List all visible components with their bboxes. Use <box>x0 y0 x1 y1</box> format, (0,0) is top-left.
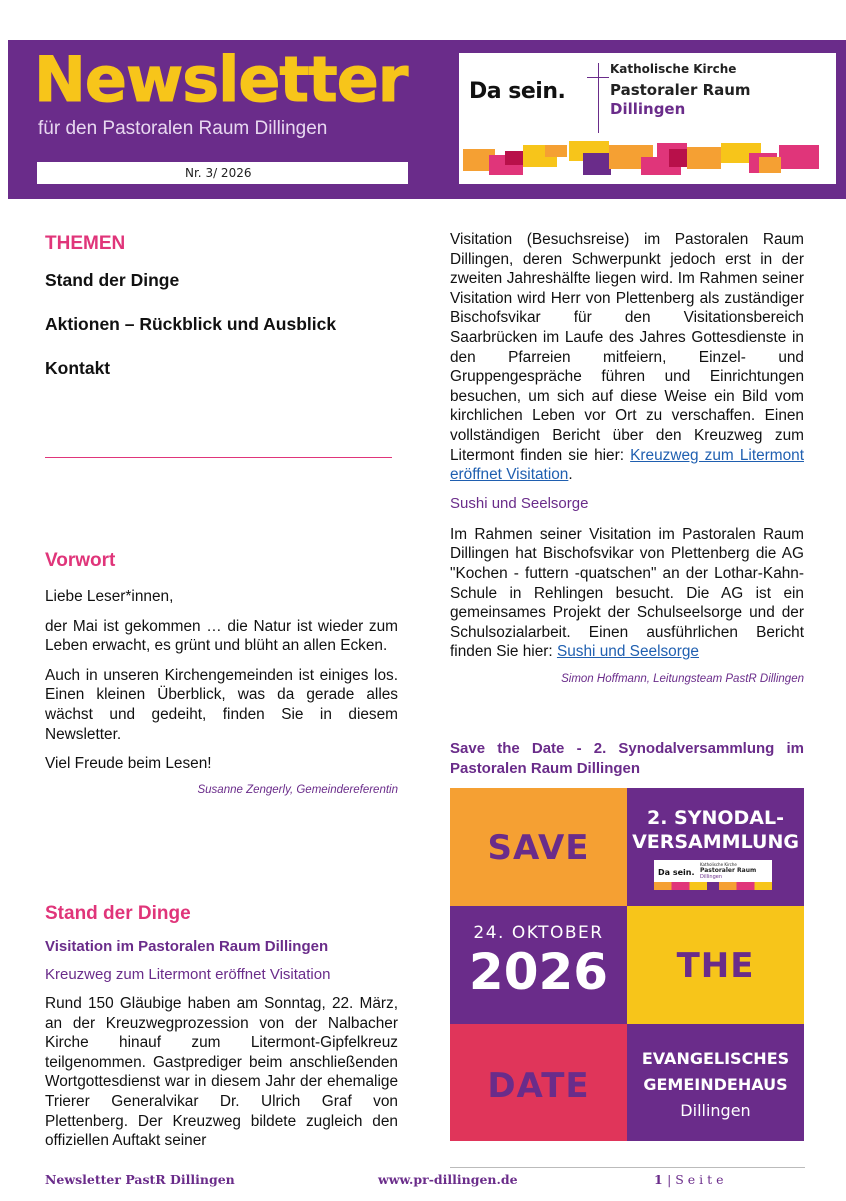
footer-page <box>654 1172 724 1187</box>
themes-heading: THEMEN <box>45 233 126 254</box>
parish-logo <box>459 53 836 184</box>
newsletter-header <box>8 40 846 199</box>
venue-block <box>627 1046 804 1124</box>
mini-logo <box>654 860 772 890</box>
newsletter-subtitle: für den Pastoralen Raum Dillingen <box>38 118 328 139</box>
logo-line1: Katholische Kirche <box>610 62 737 76</box>
vorwort-section <box>45 550 398 796</box>
event-line2: VERSAMMLUNG <box>632 831 799 853</box>
link-kreuzweg-report[interactable]: Kreuzweg zum Litermont eröffnet Visitation <box>450 446 804 484</box>
venue-line1: EVANGELISCHES <box>641 1049 790 1068</box>
footer-rule <box>450 1167 805 1168</box>
mini-logo-slogan: Da sein. <box>658 868 695 877</box>
footer-left: Newsletter PastR Dillingen <box>45 1172 235 1187</box>
stand-subheading: Visitation im Pastoralen Raum Dillingen <box>45 938 329 955</box>
vorwort-paragraph-1: der Mai ist gekommen … die Natur ist wieder zum Leben erwacht, es grünt und blüht an allen Ecken. <box>45 617 398 655</box>
event-title <box>627 806 804 854</box>
toc-item-stand[interactable]: Stand der Dinge <box>45 270 180 290</box>
venue-line2: GEMEINDEHAUS <box>643 1075 788 1094</box>
logo-line3: Dillingen <box>610 100 686 118</box>
article-kreuzweg-text: Visitation (Besuchsreise) im Pastoralen Raum Dillingen, deren Schwerpunkt jedoch erst in der zweiten Jahreshälfte liegen wird. Im Rahmen seiner Visitation wird Herr von Plettenberg als zuständiger Bischofsvikar für den Visitationsbereich Saarbrücken im Laufe des Jahres Gottesdienste in den Pfarreien mitfeiern, Einzel- und Gruppengespräche führen und Einrichtungen besuchen, um sich auf diese Weise ein Bild vom kirchlichen Leben vor Ort zu verschaffen. Einen vollständigen Bericht über den Kreuzweg zum Litermont finden sie hier: <box>450 231 804 464</box>
vorwort-signature: Susanne Zengerly, Gemeindereferentin <box>197 783 398 796</box>
issue-number: Nr. 3/ 2026 <box>37 162 408 184</box>
vorwort-heading: Vorwort <box>45 550 116 571</box>
stand-heading: Stand der Dinge <box>45 903 191 924</box>
date-line1: 24. OKTOBER <box>473 923 604 943</box>
save-word: SAVE <box>487 828 590 868</box>
article-sushi-paragraph <box>450 525 804 662</box>
stand-continued <box>450 230 804 685</box>
logo-slogan: Da sein. <box>469 79 566 104</box>
stand-signature: Simon Hoffmann, Leitungsteam PastR Dillingen <box>561 672 804 685</box>
article-kreuzweg-paragraph: Rund 150 Gläubige haben am Sonntag, 22. März, an der Kreuzwegprozession von der Nalbacher Kirche hinauf zum Litermont-Gipfelkreuz teilgenommen. Gastprediger beim anschließenden Wortgottesdienst war in diesem Jahr der ehemalige Trierer Generalvikar Dr. Ulrich Graf von Plettenberg. Der Kreuzweg bildete zugleich den offiziellen Auftakt seiner <box>45 995 398 1150</box>
toc-item-kontakt[interactable]: Kontakt <box>45 358 111 378</box>
event-line1: 2. SYNODAL- <box>646 807 785 829</box>
the-word: THE <box>676 946 755 986</box>
vorwort-greeting: Liebe Leser*innen, <box>45 588 174 605</box>
article-title-sushi: Sushi und Seelsorge <box>450 494 589 512</box>
stand-section <box>45 903 398 1151</box>
logo-cross-horizontal <box>587 77 609 78</box>
newsletter-title: Newsletter <box>34 43 408 116</box>
date-word: DATE <box>487 1066 590 1106</box>
footer-page-number: 1 <box>654 1172 663 1187</box>
article-kreuzweg-continued <box>450 230 804 485</box>
mini-logo-line2: Pastoraler Raum <box>700 867 757 874</box>
vorwort-paragraph-3: Viel Freude beim Lesen! <box>45 755 212 773</box>
link-trailing-period: . <box>568 466 573 484</box>
mini-logo-line3: Dillingen <box>700 874 722 880</box>
article-title-kreuzweg: Kreuzweg zum Litermont eröffnet Visitation <box>45 966 331 983</box>
section-divider <box>45 457 392 458</box>
logo-cross-vertical <box>598 63 599 133</box>
logo-line2: Pastoraler Raum <box>610 81 751 99</box>
mini-logo-squares <box>654 882 772 890</box>
mini-logo-line1: Katholische Kirche <box>700 862 737 867</box>
footer-website[interactable]: www.pr-dillingen.de <box>378 1172 518 1187</box>
footer-page-label: | S e i t e <box>667 1172 724 1187</box>
themes-section <box>45 233 398 379</box>
venue-line3: Dillingen <box>680 1101 751 1120</box>
link-sushi-report[interactable]: Sushi und Seelsorge <box>556 643 699 661</box>
save-the-date-heading: Save the Date - 2. Synodalversammlung im Pastoralen Raum Dillingen <box>450 740 804 777</box>
toc-item-aktionen[interactable]: Aktionen – Rückblick und Ausblick <box>45 314 337 334</box>
save-the-date-graphic <box>450 788 804 1141</box>
date-line2: 2026 <box>468 943 609 1001</box>
vorwort-paragraph-2: Auch in unseren Kirchengemeinden ist einiges los. Einen kleinen Überblick, was da gerade alles wächst und gedeiht, finden Sie in diesem Newsletter. <box>45 666 398 743</box>
article-sushi-text: Im Rahmen seiner Visitation im Pastoralen Raum Dillingen hat Bischofsvikar von Plettenberg die AG "Kochen - futtern -quatschen" an der Lothar-Kahn-Schule in Rehlingen besucht. Die AG ist ein gemeinsames Projekt der Schulseelsorge und der Schulsozialarbeit. Einen ausführlichen Bericht finden Sie hier: <box>450 525 804 661</box>
